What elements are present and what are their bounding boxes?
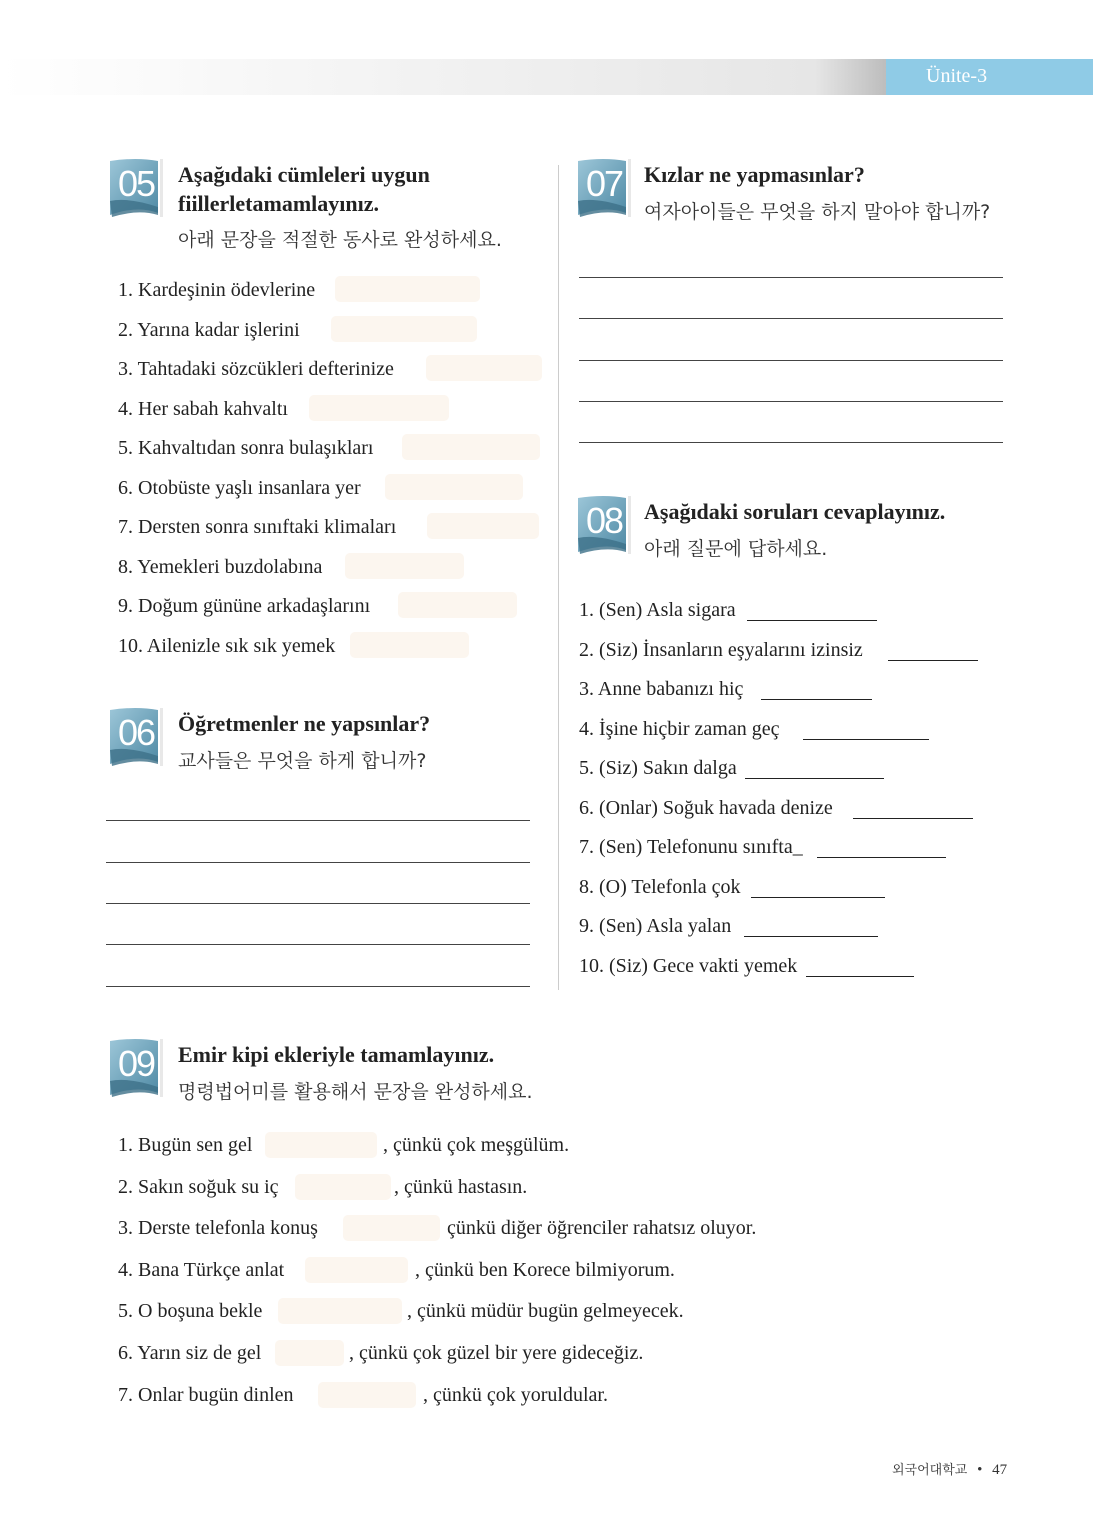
item-text: 1. Kardeşinin ödevlerine bbox=[118, 279, 316, 301]
item-continuation: , çünkü çok meşgülüm. bbox=[383, 1134, 570, 1156]
section-06-korean: 교사들은 무엇을 하게 합니까? bbox=[178, 750, 427, 772]
title-line: fiillerletamamlayınız. bbox=[178, 191, 379, 216]
answer-blank[interactable] bbox=[278, 1298, 402, 1324]
section-08-title: Aşağıdaki soruları cevaplayınız. bbox=[644, 499, 946, 524]
column-divider bbox=[558, 165, 559, 990]
item-text: 4. Her sabah kahvaltı bbox=[118, 397, 288, 420]
answer-blank[interactable] bbox=[350, 632, 469, 658]
item-text: 8. Yemekleri buzdolabına bbox=[118, 555, 323, 578]
item-text: 2. Sakın soğuk su iç bbox=[118, 1175, 279, 1198]
answer-blank[interactable] bbox=[402, 434, 540, 460]
answer-line[interactable] bbox=[579, 360, 1003, 361]
exercise-item bbox=[579, 794, 833, 822]
exercise-item bbox=[118, 316, 300, 344]
item-continuation: , çünkü ben Korece bilmiyorum. bbox=[415, 1258, 675, 1281]
answer-underline[interactable] bbox=[806, 976, 914, 977]
unit-label: Ünite-3 bbox=[926, 65, 988, 87]
answer-line[interactable] bbox=[579, 318, 1003, 319]
item-text: 7. Dersten sonra sınıftaki klimaları bbox=[118, 516, 397, 538]
item-text: 1. Bugün sen gel bbox=[118, 1134, 253, 1156]
section-09-badge-icon bbox=[108, 1037, 164, 1099]
answer-blank[interactable] bbox=[295, 1174, 391, 1200]
item-continuation: , çünkü çok güzel bir yere gideceğiz. bbox=[349, 1342, 644, 1364]
answer-blank[interactable] bbox=[309, 395, 449, 421]
section-05-korean: 아래 문장을 적절한 동사로 완성하세요. bbox=[178, 229, 502, 251]
section-07-korean: 여자아이들은 무엇을 하지 말아야 합니까? bbox=[644, 201, 991, 223]
school-name: 외국어대학교 bbox=[892, 1463, 968, 1478]
item-text: 6. (Onlar) Soğuk havada denize bbox=[579, 796, 833, 819]
exercise-item bbox=[579, 636, 863, 664]
item-text: 5. Kahvaltıdan sonra bulaşıkları bbox=[118, 437, 374, 459]
answer-line[interactable] bbox=[579, 401, 1003, 402]
exercise-item bbox=[118, 355, 394, 383]
badge-number: 07 bbox=[585, 163, 623, 204]
exercise-item bbox=[579, 912, 731, 940]
answer-line[interactable] bbox=[106, 862, 530, 863]
item-text: 3. Anne babanızı hiç bbox=[579, 678, 744, 700]
exercise-item bbox=[118, 434, 374, 462]
item-text: 7. Onlar bugün dinlen bbox=[118, 1383, 294, 1406]
badge-number: 05 bbox=[117, 163, 155, 204]
section-07-title: Kızlar ne yapmasınlar? bbox=[644, 162, 865, 187]
answer-blank[interactable] bbox=[385, 474, 523, 500]
answer-blank[interactable] bbox=[427, 513, 539, 539]
title-line: Aşağıdaki cümleleri uygun bbox=[178, 162, 430, 187]
exercise-item bbox=[118, 474, 361, 502]
section-09-korean: 명령법어미를 활용해서 문장을 완성하세요. bbox=[178, 1081, 533, 1103]
item-text: 4. İşine hiçbir zaman geç bbox=[579, 717, 780, 740]
item-text: 10. Ailenizle sık sık yemek bbox=[118, 634, 336, 657]
item-text: 9. Doğum gününe arkadaşlarını bbox=[118, 595, 371, 617]
answer-blank[interactable] bbox=[318, 1382, 416, 1408]
badge-number: 08 bbox=[585, 500, 623, 541]
page-footer bbox=[892, 1459, 1007, 1479]
section-07-badge-icon bbox=[576, 157, 632, 219]
badge-number: 09 bbox=[117, 1043, 155, 1084]
answer-line[interactable] bbox=[579, 277, 1003, 278]
item-text: 2. (Siz) İnsanların eşyalarını izinsiz bbox=[579, 638, 863, 661]
exercise-item bbox=[118, 592, 370, 620]
item-text: 10. (Siz) Gece vakti yemek bbox=[579, 954, 798, 977]
answer-underline[interactable] bbox=[751, 897, 885, 898]
badge-number: 06 bbox=[117, 712, 155, 753]
exercise-item bbox=[118, 395, 288, 423]
item-continuation: çünkü diğer öğrenciler rahatsız oluyor. bbox=[447, 1217, 757, 1240]
item-text: 4. Bana Türkçe anlat bbox=[118, 1258, 285, 1281]
answer-underline[interactable] bbox=[888, 660, 978, 661]
answer-blank[interactable] bbox=[265, 1132, 377, 1158]
exercise-item bbox=[579, 952, 797, 980]
answer-underline[interactable] bbox=[745, 778, 884, 779]
section-05-title bbox=[178, 160, 430, 218]
item-text: 7. (Sen) Telefonunu sınıfta_ bbox=[579, 836, 803, 858]
answer-blank[interactable] bbox=[426, 355, 542, 381]
item-text: 2. Yarına kadar işlerini bbox=[118, 318, 300, 341]
exercise-item bbox=[579, 873, 741, 901]
exercise-item bbox=[579, 596, 736, 624]
answer-underline[interactable] bbox=[803, 739, 929, 740]
section-05-badge-icon bbox=[108, 157, 164, 219]
item-text: 3. Tahtadaki sözcükleri defterinize bbox=[118, 358, 394, 380]
item-text: 8. (O) Telefonla çok bbox=[579, 875, 741, 898]
answer-blank[interactable] bbox=[305, 1257, 408, 1283]
item-text: 9. (Sen) Asla yalan bbox=[579, 915, 732, 937]
answer-underline[interactable] bbox=[817, 857, 946, 858]
answer-underline[interactable] bbox=[747, 620, 877, 621]
answer-blank[interactable] bbox=[331, 316, 477, 342]
item-text: 5. O boşuna bekle bbox=[118, 1300, 263, 1323]
exercise-item bbox=[579, 715, 779, 743]
answer-underline[interactable] bbox=[744, 936, 878, 937]
item-text: 6. Yarın siz de gel bbox=[118, 1342, 262, 1364]
exercise-item bbox=[579, 833, 803, 861]
item-text: 3. Derste telefonla konuş bbox=[118, 1217, 318, 1240]
item-continuation: , çünkü hastasın. bbox=[394, 1175, 528, 1198]
item-text: 1. (Sen) Asla sigara bbox=[579, 599, 736, 621]
exercise-item bbox=[118, 632, 335, 660]
answer-blank[interactable] bbox=[335, 276, 480, 302]
answer-blank[interactable] bbox=[398, 592, 517, 618]
answer-blank[interactable] bbox=[345, 553, 464, 579]
unit-tab bbox=[886, 59, 1093, 95]
answer-line[interactable] bbox=[106, 944, 530, 945]
answer-line[interactable] bbox=[106, 986, 530, 987]
footer-separator: • bbox=[977, 1462, 983, 1478]
answer-line[interactable] bbox=[106, 820, 530, 821]
exercise-item bbox=[579, 675, 743, 703]
section-08-badge-icon bbox=[576, 494, 632, 556]
item-text: 5. (Siz) Sakın dalga bbox=[579, 757, 737, 779]
header-band bbox=[0, 59, 886, 95]
section-06-badge-icon bbox=[108, 706, 164, 768]
answer-line[interactable] bbox=[579, 442, 1003, 443]
answer-underline[interactable] bbox=[853, 818, 973, 819]
exercise-item bbox=[118, 553, 322, 581]
item-continuation: , çünkü müdür bugün gelmeyecek. bbox=[407, 1300, 684, 1323]
answer-line[interactable] bbox=[106, 903, 530, 904]
answer-blank[interactable] bbox=[343, 1215, 440, 1241]
section-09-title: Emir kipi ekleriyle tamamlayınız. bbox=[178, 1042, 495, 1067]
section-06-title: Öğretmenler ne yapsınlar? bbox=[178, 711, 431, 736]
item-continuation: , çünkü çok yoruldular. bbox=[423, 1383, 608, 1406]
item-text: 6. Otobüste yaşlı insanlara yer bbox=[118, 476, 361, 499]
answer-underline[interactable] bbox=[761, 699, 872, 700]
answer-blank[interactable] bbox=[275, 1340, 344, 1366]
section-08-korean: 아래 질문에 답하세요. bbox=[644, 538, 828, 560]
exercise-item bbox=[118, 513, 396, 541]
exercise-item bbox=[118, 276, 315, 304]
page-number: 47 bbox=[992, 1462, 1008, 1478]
exercise-item bbox=[579, 754, 737, 782]
